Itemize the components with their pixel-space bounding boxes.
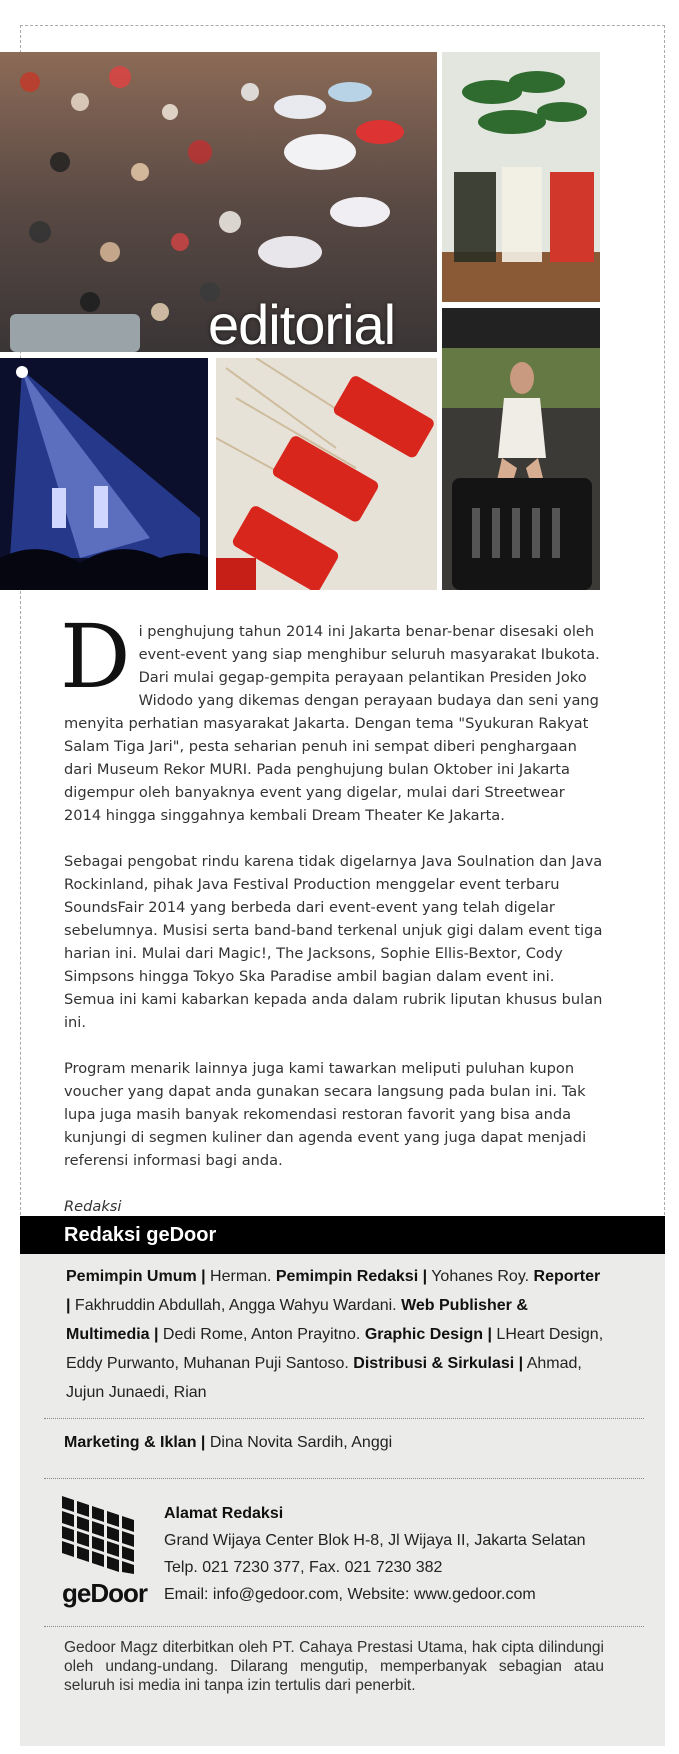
divider <box>44 1418 644 1419</box>
marketing-names: Dina Novita Sardih, Anggi <box>205 1434 393 1451</box>
staff-names: Yohanes Roy. <box>427 1268 534 1285</box>
staff-role: Reporter | <box>66 1268 601 1314</box>
staff-names: LHeart Design, Eddy Purwanto, Muhanan Puji Santoso. <box>66 1326 604 1372</box>
concert-photo <box>0 358 208 590</box>
staff-names: Ahmad, Jujun Junaedi, Rian <box>66 1355 582 1401</box>
logo-wordmark: geDoor <box>62 1578 147 1608</box>
article-paragraph-2: Sebagai pengobat rindu karena tidak digelarnya Java Soulnation dan Java Rockinland, pihak Java Festival Production menggelar event terbaru SoundsFair 2014 yang berbeda dari event-event yang telah digelar sebelumnya. Musisi serta band-band terkenal unjuk gigi dalam event tiga harian ini. Mulai dari Magic!, The Jacksons, Sophie Ellis-Bextor, Cody Simpsons hingga Tokyo Ska Paradise ambil bagian dalam event ini. Semua ini kami kabarkan kepada anda dalam rubrik liputan khusus bulan ini. <box>64 853 603 1031</box>
drinks-photo <box>442 52 600 302</box>
dropcap: D <box>60 605 131 708</box>
staff-role: Distribusi & Sirkulasi | <box>353 1355 524 1372</box>
phone-line: Telp. 021 7230 377, Fax. 021 7230 382 <box>164 1559 443 1576</box>
staff-names: Fakhruddin Abdullah, Angga Wahyu Wardani. <box>70 1297 402 1314</box>
staff-list <box>66 1262 606 1407</box>
redaksi-header-title: Redaksi geDoor <box>64 1224 217 1246</box>
staff-role: Web Publisher & Multimedia | <box>66 1297 528 1343</box>
address-title: Alamat Redaksi <box>164 1505 284 1522</box>
model-photo <box>442 308 600 590</box>
article-paragraph-1 <box>60 605 604 827</box>
staff-role: Pemimpin Redaksi | <box>275 1268 428 1285</box>
signature: Redaksi <box>64 1198 122 1215</box>
divider <box>44 1626 644 1627</box>
article-paragraph-3: Program menarik lainnya juga kami tawarkan meliputi puluhan kupon voucher yang dapat anda gunakan secara langsung pada bulan ini. Tak lupa juga masih banyak rekomendasi restoran favorit yang bisa anda kunjungi di segmen kuliner dan agenda event yang juga dapat menjadi referensi informasi bagi anda. <box>64 1060 587 1169</box>
article-body <box>60 605 604 1241</box>
staff-names: Herman. <box>205 1268 276 1285</box>
address-line: Grand Wijaya Center Blok H-8, Jl Wijaya II, Jakarta Selatan <box>164 1532 586 1549</box>
address-block <box>164 1500 586 1608</box>
divider <box>44 1478 644 1479</box>
marketing-role: Marketing & Iklan | <box>64 1434 206 1451</box>
paragraph-1-text: i penghujung tahun 2014 ini Jakarta benar-benar disesaki oleh event-event yang siap menghibur seluruh masyarakat Ibukota. Dari mulai gegap-gempita perayaan pelantikan Presiden Joko Widodo yang dikemas dengan perayaan budaya dan seni yang menyita perhatian masyarakat Jakarta. Dengan tema "Syukuran Rakyat Salam Tiga Jari", pesta seharian penuh ini sempat diberi penghargaan dari Museum Rekor MURI. Pada penghujung bulan Oktober ini Jakarta digempur oleh banyaknya event yang digelar, mulai dari Streetwear 2014 hingga singgahnya kembali Dream Theater Ke Jakarta. <box>64 623 600 824</box>
staff-role: Graphic Design | <box>364 1326 492 1343</box>
staff-names: Dedi Rome, Anton Prayitno. <box>158 1326 365 1343</box>
marketing-line <box>64 1434 392 1452</box>
copyright-notice: Gedoor Magz diterbitkan oleh PT. Cahaya Prestasi Utama, hak cipta dilindungi oleh undang-undang. Dilarang mengutip, memperbanyak sebagian atau seluruh isi media ini tanpa izin tertulis dari penerbit. <box>64 1639 604 1694</box>
email-line: Email: info@gedoor.com, Website: www.gedoor.com <box>164 1586 536 1603</box>
staff-role: Pemimpin Umum | <box>66 1268 206 1285</box>
editorial-title: editorial <box>208 293 396 356</box>
redaksi-header <box>20 1216 665 1254</box>
food-photo <box>216 358 437 590</box>
